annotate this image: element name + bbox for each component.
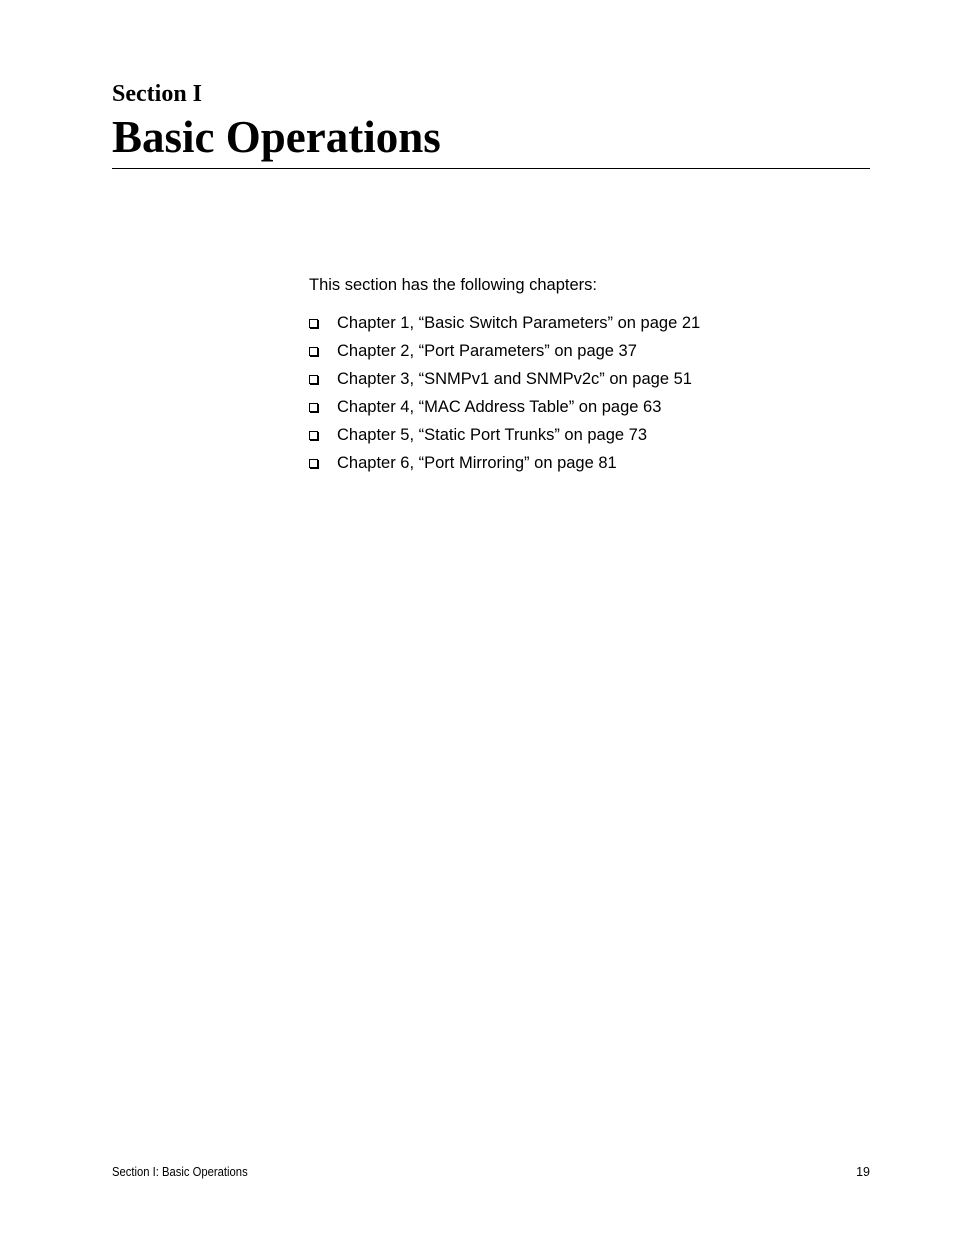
title-divider xyxy=(112,168,870,169)
chapter-item-2 xyxy=(309,341,700,369)
chapter-link-6[interactable]: Chapter 6, “Port Mirroring” on page 81 xyxy=(337,454,617,472)
chapter-list xyxy=(309,313,700,481)
chapter-link-5[interactable]: Chapter 5, “Static Port Trunks” on page 73 xyxy=(337,426,647,444)
checkbox-square-icon xyxy=(309,319,318,328)
chapter-link-2[interactable]: Chapter 2, “Port Parameters” on page 37 xyxy=(337,342,637,360)
checkbox-square-icon xyxy=(309,347,318,356)
page-number: 19 xyxy=(856,1165,870,1179)
chapter-link-3[interactable]: Chapter 3, “SNMPv1 and SNMPv2c” on page 51 xyxy=(337,370,692,388)
chapter-item-1 xyxy=(309,313,700,341)
section-label: Section I xyxy=(112,81,202,107)
intro-text: This section has the following chapters: xyxy=(309,276,597,294)
chapter-link-1[interactable]: Chapter 1, “Basic Switch Parameters” on page 21 xyxy=(337,314,701,332)
page-title: Basic Operations xyxy=(112,112,441,162)
chapter-item-4 xyxy=(309,397,700,425)
chapter-link-4[interactable]: Chapter 4, “MAC Address Table” on page 63 xyxy=(337,398,662,416)
checkbox-square-icon xyxy=(309,431,318,440)
footer-section-title: Section I: Basic Operations xyxy=(112,1165,248,1179)
chapter-item-3 xyxy=(309,369,700,397)
checkbox-square-icon xyxy=(309,459,318,468)
checkbox-square-icon xyxy=(309,375,318,384)
chapter-item-5 xyxy=(309,425,700,453)
chapter-item-6 xyxy=(309,453,700,481)
checkbox-square-icon xyxy=(309,403,318,412)
